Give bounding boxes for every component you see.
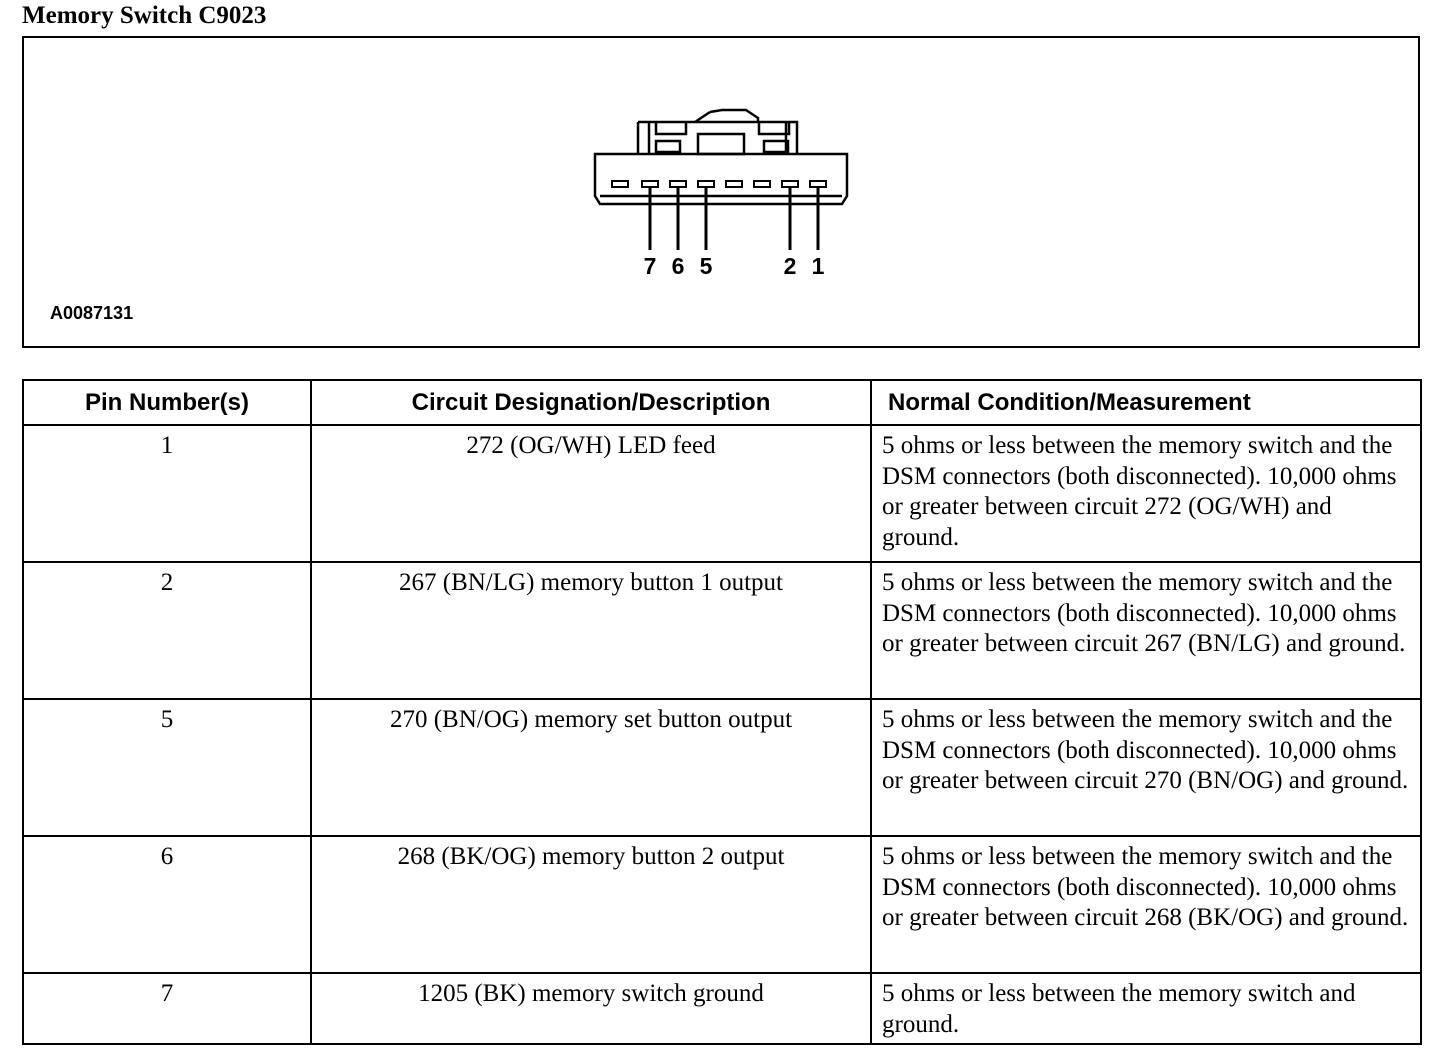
pin-label-1: 1 — [811, 253, 825, 279]
pin-label-2: 2 — [783, 253, 797, 279]
cavity-6 — [670, 181, 686, 187]
table-row — [23, 699, 1421, 836]
measurement-cell: 5 ohms or less between the memory switch and the DSM connectors (both disconnected). 10,000 ohms or greater between circuit 270 (BN/OG) and ground. — [871, 699, 1421, 836]
pin-table — [22, 379, 1422, 1045]
connector-housing — [595, 110, 847, 204]
circuit-cell: 268 (BK/OG) memory button 2 output — [311, 836, 871, 973]
table-row — [23, 973, 1421, 1044]
measurement-cell: 5 ohms or less between the memory switch and ground. — [871, 973, 1421, 1044]
circuit-cell: 272 (OG/WH) LED feed — [311, 425, 871, 562]
cavity-2 — [782, 181, 798, 187]
header-measurement: Normal Condition/Measurement — [871, 380, 1421, 425]
pin-number-cell: 6 — [23, 836, 311, 973]
connector-diagram — [24, 38, 1418, 346]
table-row — [23, 425, 1421, 562]
cavity-4 — [726, 181, 742, 187]
pin-cavities — [612, 181, 826, 187]
pin-number-cell: 1 — [23, 425, 311, 562]
cavity-5 — [698, 181, 714, 187]
pin-number-cell: 2 — [23, 562, 311, 699]
pin-number-cell: 7 — [23, 973, 311, 1044]
cavity-3 — [754, 181, 770, 187]
circuit-cell: 1205 (BK) memory switch ground — [311, 973, 871, 1044]
measurement-cell: 5 ohms or less between the memory switch and the DSM connectors (both disconnected). 10,000 ohms or greater between circuit 268 (BK/OG) and ground. — [871, 836, 1421, 973]
circuit-cell: 267 (BN/LG) memory button 1 output — [311, 562, 871, 699]
table-header-row — [23, 380, 1421, 425]
pin-label-7: 7 — [643, 253, 657, 279]
pin-number-cell: 5 — [23, 699, 311, 836]
table-row — [23, 836, 1421, 973]
table-row — [23, 562, 1421, 699]
page-title: Memory Switch C9023 — [22, 2, 267, 29]
pin-label-6: 6 — [671, 253, 685, 279]
header-pin-numbers: Pin Number(s) — [23, 380, 311, 425]
cavity-7 — [642, 181, 658, 187]
cavity-1 — [810, 181, 826, 187]
measurement-cell: 5 ohms or less between the memory switch and the DSM connectors (both disconnected). 10,000 ohms or greater between circuit 272 (OG/WH) and ground. — [871, 425, 1421, 562]
measurement-cell: 5 ohms or less between the memory switch and the DSM connectors (both disconnected). 10,000 ohms or greater between circuit 267 (BN/LG) and ground. — [871, 562, 1421, 699]
cavity-8 — [612, 181, 628, 187]
figure-id: A0087131 — [50, 303, 134, 323]
header-circuit: Circuit Designation/Description — [311, 380, 871, 425]
circuit-cell: 270 (BN/OG) memory set button output — [311, 699, 871, 836]
connector-diagram-frame — [22, 36, 1420, 348]
pin-label-5: 5 — [699, 253, 713, 279]
